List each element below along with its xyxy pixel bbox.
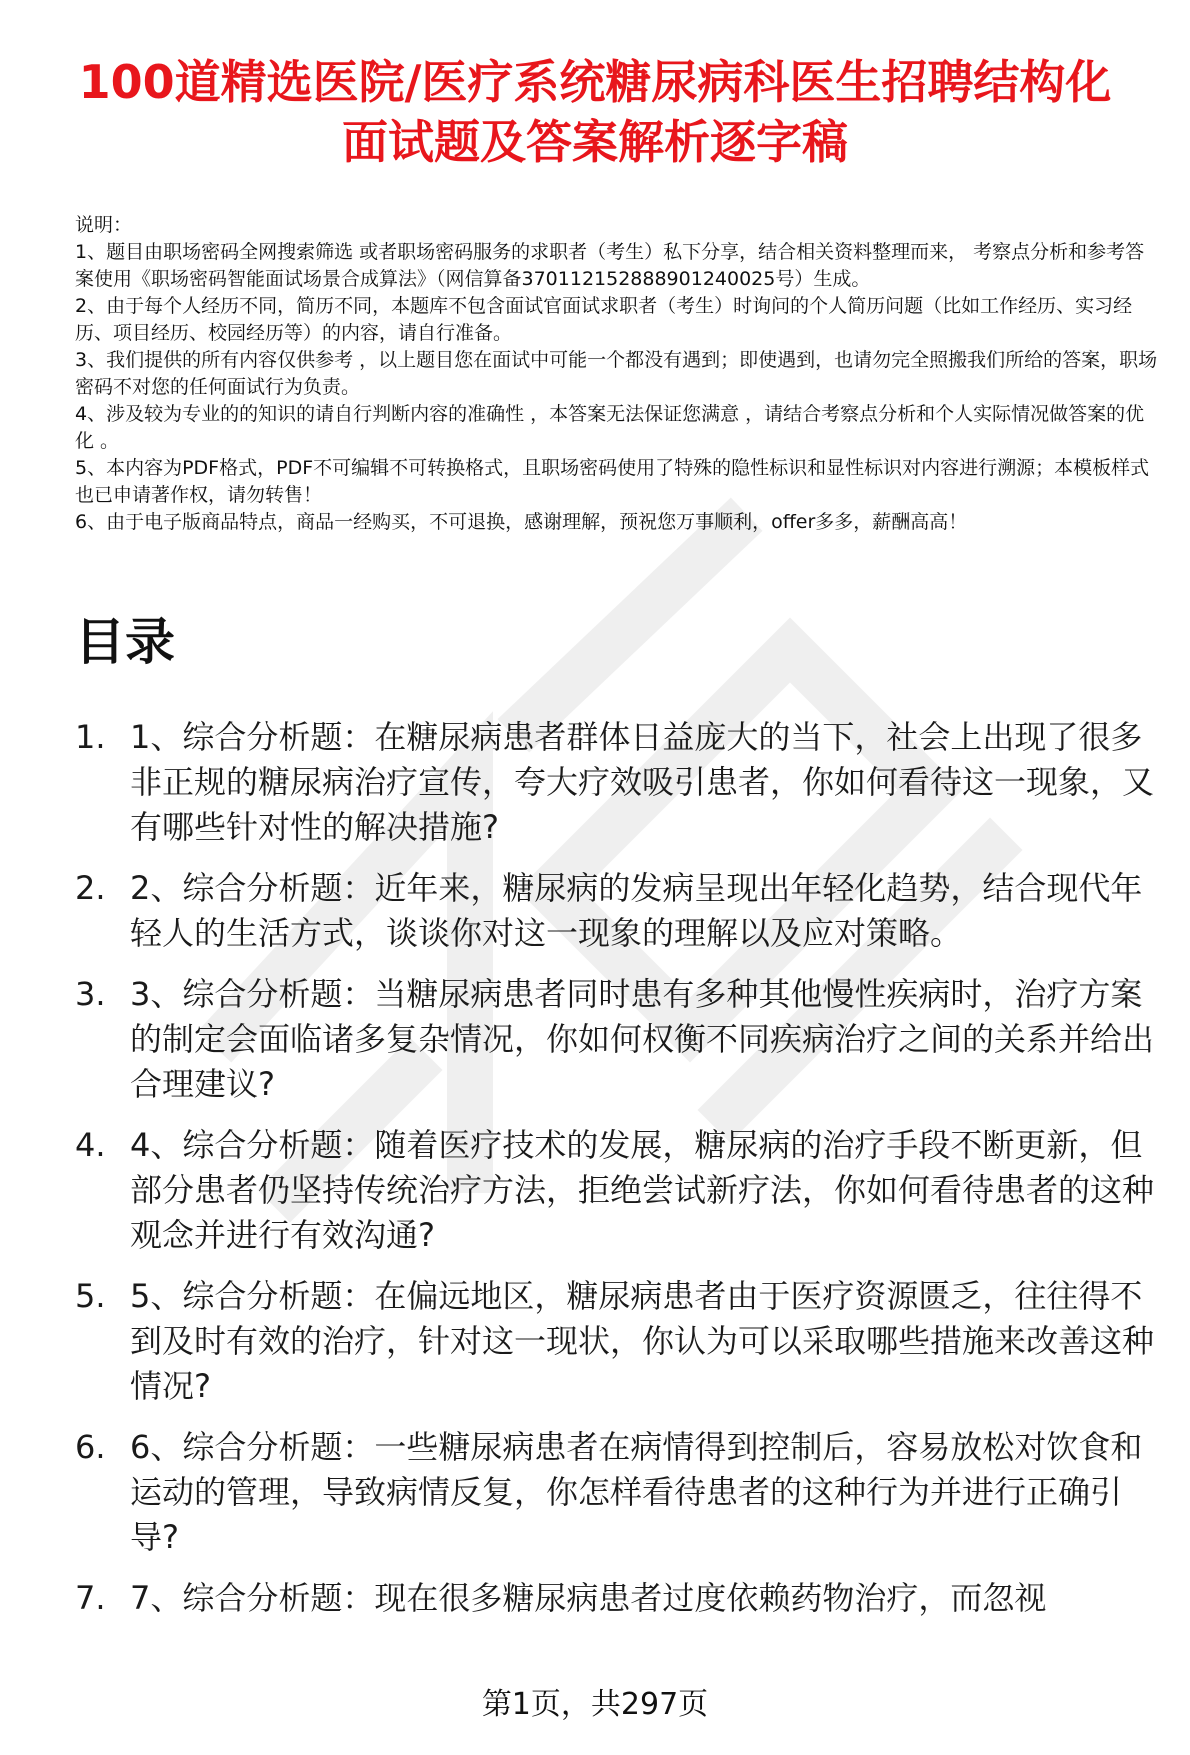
- notes-heading: 说明：: [75, 214, 133, 236]
- note-item: 6、由于电子版商品特点，商品一经购买，不可退换，感谢理解，预祝您万事顺利，offer多多，薪酬高高！: [75, 511, 968, 533]
- toc-item-number: 5.: [75, 1277, 106, 1315]
- toc-item-text: 7、综合分析题：现在很多糖尿病患者过度依赖药物治疗，而忽视: [130, 1579, 1047, 1617]
- note-item: 4、涉及较为专业的的知识的请自行判断内容的准确性 ，本答案无法保证您满意 ，请结合考察点分析和个人实际情况做答案的优化 。: [75, 403, 1145, 452]
- toc-item-text: 3、综合分析题：当糖尿病患者同时患有多种其他慢性疾病时，治疗方案的制定会面临诸多复杂情况，你如何权衡不同疾病治疗之间的关系并给出合理建议?: [130, 975, 1155, 1103]
- note-item: 2、由于每个人经历不同，简历不同，本题库不包含面试官面试求职者（考生）时询问的个人简历问题（比如工作经历、实习经历、项目经历、校园经历等）的内容，请自行准备。: [75, 295, 1133, 344]
- toc-item-text: 4、综合分析题：随着医疗技术的发展，糖尿病的治疗手段不断更新，但部分患者仍坚持传统治疗方法，拒绝尝试新疗法，你如何看待患者的这种观念并进行有效沟通?: [130, 1126, 1155, 1254]
- notes-section: [75, 212, 1160, 536]
- toc-item[interactable]: [75, 1576, 1165, 1621]
- toc-heading: 目录: [75, 613, 175, 671]
- toc-item-number: 2.: [75, 869, 106, 907]
- document-title: 100道精选医院/医疗系统糖尿病科医生招聘结构化面试题及答案解析逐字稿: [78, 55, 1112, 169]
- toc-item[interactable]: [75, 866, 1165, 956]
- toc-list: [75, 715, 1165, 1645]
- toc-item-number: 4.: [75, 1126, 106, 1164]
- note-item: 5、本内容为PDF格式，PDF不可编辑不可转换格式，且职场密码使用了特殊的隐性标识和显性标识对内容进行溯源；本模板样式也已申请著作权，请勿转售！: [75, 457, 1150, 506]
- toc-item[interactable]: [75, 1123, 1165, 1258]
- toc-item-text: 6、综合分析题：一些糖尿病患者在病情得到控制后，容易放松对饮食和运动的管理，导致病情反复，你怎样看待患者的这种行为并进行正确引导?: [130, 1428, 1143, 1556]
- toc-item-number: 1.: [75, 718, 106, 756]
- toc-item-text: 1、综合分析题：在糖尿病患者群体日益庞大的当下，社会上出现了很多非正规的糖尿病治疗宣传，夸大疗效吸引患者，你如何看待这一现象，又有哪些针对性的解决措施?: [130, 718, 1155, 846]
- toc-item[interactable]: [75, 1425, 1165, 1560]
- toc-item-number: 6.: [75, 1428, 106, 1466]
- toc-item[interactable]: [75, 1274, 1165, 1409]
- page-footer: 第1页，共297页: [481, 1687, 709, 1722]
- note-item: 1、题目由职场密码全网搜索筛选 或者职场密码服务的求职者（考生）私下分享，结合相关资料整理而来， 考察点分析和参考答案使用《职场密码智能面试场景合成算法》（网信算备370112152888901240025号）生成。: [75, 241, 1145, 290]
- note-item: 3、我们提供的所有内容仅供参考 ，以上题目您在面试中可能一个都没有遇到；即使遇到，也请勿完全照搬我们所给的答案，职场密码不对您的任何面试行为负责。: [75, 349, 1158, 398]
- toc-item-number: 3.: [75, 975, 106, 1013]
- toc-item-text: 2、综合分析题：近年来，糖尿病的发病呈现出年轻化趋势，结合现代年轻人的生活方式，谈谈你对这一现象的理解以及应对策略。: [130, 869, 1143, 952]
- toc-item[interactable]: [75, 715, 1165, 850]
- toc-item[interactable]: [75, 972, 1165, 1107]
- toc-item-number: 7.: [75, 1579, 106, 1617]
- toc-item-text: 5、综合分析题：在偏远地区，糖尿病患者由于医疗资源匮乏，往往得不到及时有效的治疗，针对这一现状，你认为可以采取哪些措施来改善这种情况?: [130, 1277, 1155, 1405]
